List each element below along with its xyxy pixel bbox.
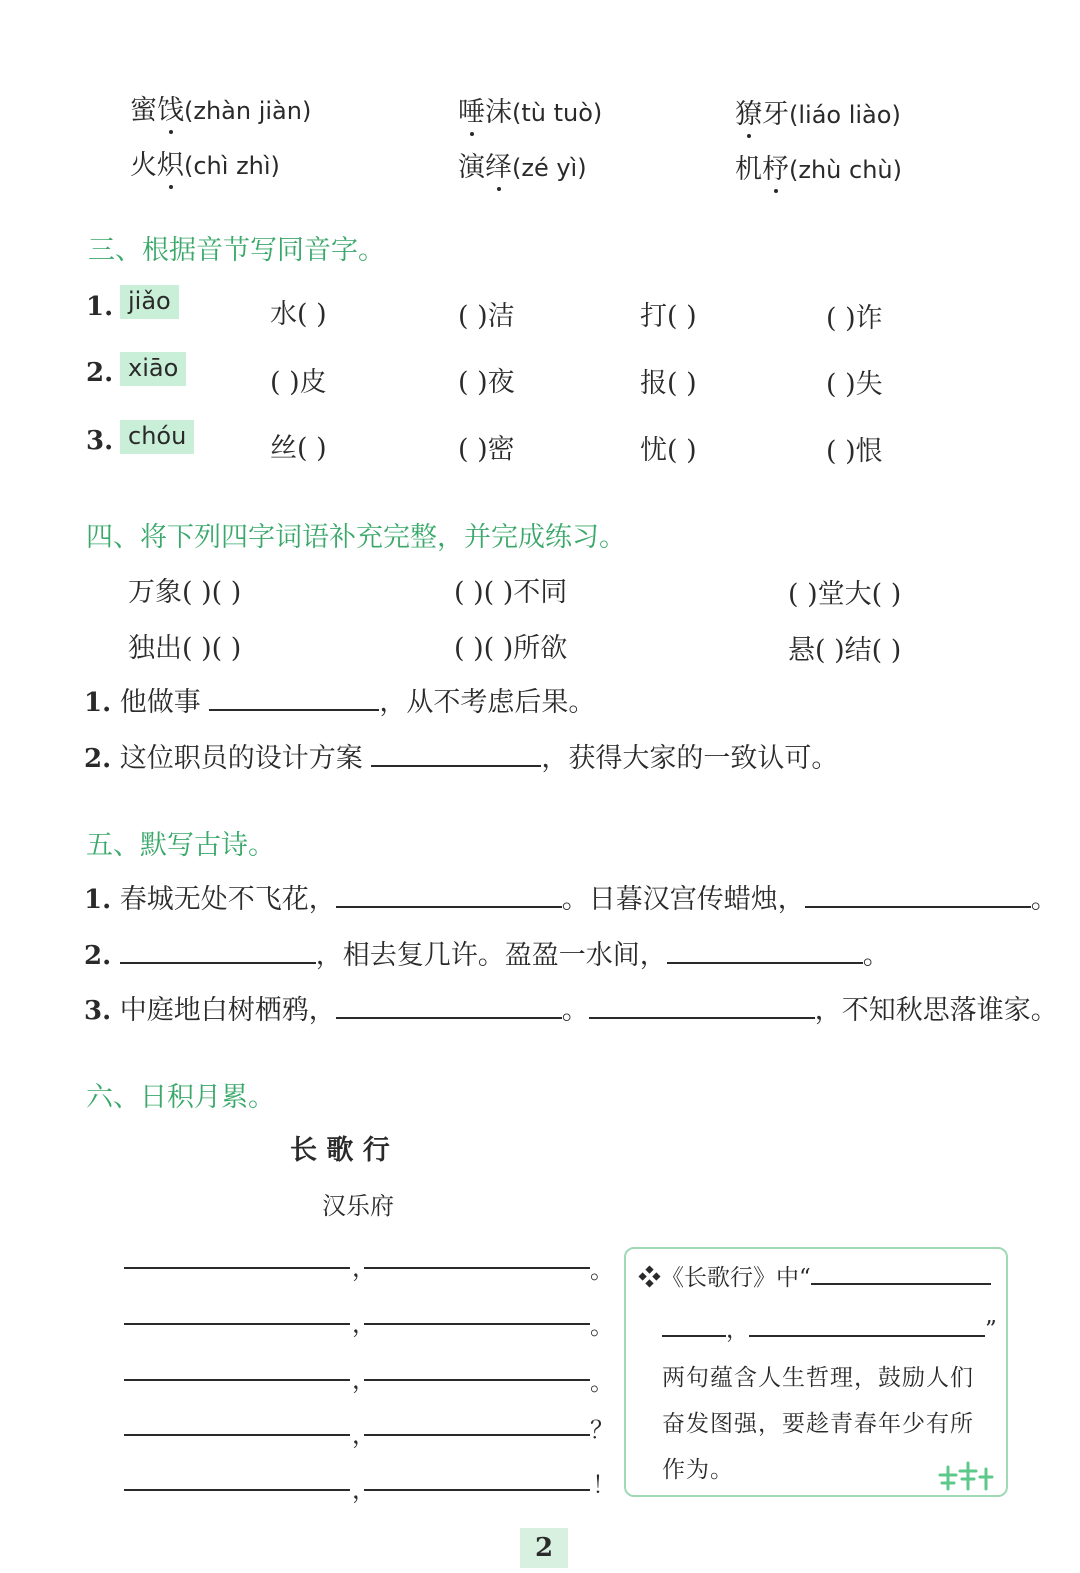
plant-decoration-icon bbox=[934, 1457, 996, 1491]
poem-line-4-right[interactable] bbox=[364, 1434, 590, 1436]
word-6-char-1: 机 bbox=[735, 154, 762, 185]
word-2-char-2: 沫 bbox=[485, 97, 512, 128]
word-3-text bbox=[735, 99, 789, 130]
poem-line-2-left[interactable] bbox=[124, 1323, 350, 1325]
section3-title: 三、根据音节写同音字。 bbox=[88, 235, 385, 266]
word-1-text bbox=[130, 95, 184, 126]
s5-l3-blank-b[interactable] bbox=[589, 995, 815, 1019]
s4-question-1: 1. 他做事 ，从不考虑后果。 bbox=[84, 687, 596, 718]
note-text-1: 两句蕴含人生哲理，鼓励人们 bbox=[662, 1365, 974, 1391]
word-2 bbox=[458, 90, 602, 129]
word-1 bbox=[130, 88, 311, 127]
s3-row2-item4: ( )失 bbox=[826, 369, 883, 400]
word-2-pinyin: (tù tuò) bbox=[512, 99, 603, 127]
word-1-char-1: 蜜 bbox=[130, 95, 157, 126]
poem-line-2-end: 。 bbox=[590, 1312, 614, 1340]
s3-row2-item3: 报( ) bbox=[640, 368, 697, 399]
s4-q2-blank[interactable] bbox=[371, 743, 541, 767]
poem-line-3-comma: ， bbox=[352, 1366, 376, 1394]
poem-line-3-end: 。 bbox=[590, 1368, 614, 1396]
s5-line-2: 2. ，相去复几许。盈盈一水间， 。 bbox=[84, 940, 890, 971]
idiom-4: 独出( )( ) bbox=[128, 633, 242, 664]
word-5 bbox=[458, 145, 587, 184]
note-blank-2[interactable] bbox=[662, 1315, 726, 1337]
word-3-char-2: 牙 bbox=[762, 99, 789, 130]
s3-row3-item2: ( )密 bbox=[458, 434, 515, 465]
s3-row1-item1: 水( ) bbox=[270, 299, 327, 330]
word-5-pinyin: (zé yì) bbox=[512, 154, 587, 182]
s3-row2-num: 2. bbox=[86, 358, 114, 388]
s5-l1-blank-a[interactable] bbox=[336, 884, 562, 908]
word-1-char-2: 饯 bbox=[157, 88, 184, 127]
word-2-char-1: 唾 bbox=[458, 90, 485, 129]
s3-row1-item3: 打( ) bbox=[640, 301, 697, 332]
poem-author: 汉乐府 bbox=[322, 1192, 394, 1220]
section6-title: 六、日积月累。 bbox=[86, 1082, 275, 1113]
s3-row1-item2: ( )洁 bbox=[458, 301, 515, 332]
note-text-2: 奋发图强，要趁青春年少有所 bbox=[662, 1411, 974, 1437]
s3-row2-item1: ( )皮 bbox=[270, 367, 327, 398]
s4-question-2: 2. 这位职员的设计方案 ，获得大家的一致认可。 bbox=[84, 743, 839, 774]
s3-row1-syllable: jiǎo bbox=[120, 287, 179, 315]
idiom-6: 悬( )结( ) bbox=[788, 635, 902, 666]
word-5-char-2: 绎 bbox=[485, 145, 512, 184]
idiom-1: 万象( )( ) bbox=[128, 577, 242, 608]
word-1-pinyin: (zhàn jiàn) bbox=[184, 97, 312, 125]
poem-line-2-right[interactable] bbox=[364, 1323, 590, 1325]
poem-line-1-comma: ， bbox=[352, 1254, 376, 1282]
word-4-char-2: 炽 bbox=[157, 143, 184, 182]
note-blank-3[interactable] bbox=[749, 1315, 985, 1337]
word-6-text bbox=[735, 154, 789, 185]
note-text-3: 作为。 bbox=[662, 1457, 734, 1483]
poem-line-1-right[interactable] bbox=[364, 1267, 590, 1269]
poem-title: 长 歌 行 bbox=[290, 1135, 390, 1166]
s3-row2-item2: ( )夜 bbox=[458, 367, 515, 398]
idiom-2: ( )( )不同 bbox=[454, 577, 568, 608]
note-line-2: ， ” bbox=[662, 1311, 997, 1344]
idiom-5: ( )( )所欲 bbox=[454, 633, 568, 664]
s5-l2-blank-b[interactable] bbox=[667, 940, 863, 964]
poem-line-4-left[interactable] bbox=[124, 1434, 350, 1436]
page-number: 2 bbox=[520, 1528, 568, 1568]
word-3 bbox=[735, 92, 901, 131]
note-lead: ❖《长歌行》中“ bbox=[638, 1259, 991, 1292]
word-3-char-1: 獠 bbox=[735, 92, 762, 131]
s5-line-3: 3. 中庭地白树栖鸦， 。 ，不知秋思落谁家。 bbox=[84, 995, 1058, 1026]
section4-title: 四、将下列四字词语补充完整，并完成练习。 bbox=[86, 522, 626, 553]
word-4-char-1: 火 bbox=[130, 150, 157, 181]
poem-line-3-right[interactable] bbox=[364, 1379, 590, 1381]
word-6 bbox=[735, 147, 902, 186]
s5-l1-blank-b[interactable] bbox=[805, 884, 1031, 908]
s3-row3-item1: 丝( ) bbox=[270, 433, 327, 464]
poem-line-3-left[interactable] bbox=[124, 1379, 350, 1381]
s4-q1-blank[interactable] bbox=[209, 687, 379, 711]
s3-row3-item4: ( )恨 bbox=[826, 436, 883, 467]
s5-l2-blank-a[interactable] bbox=[120, 940, 316, 964]
word-4 bbox=[130, 143, 280, 182]
s3-row1-num: 1. bbox=[86, 292, 114, 322]
section5-title: 五、默写古诗。 bbox=[86, 830, 275, 861]
note-blank-1[interactable] bbox=[811, 1263, 991, 1285]
s3-row3-num: 3. bbox=[86, 426, 114, 456]
word-4-text bbox=[130, 150, 184, 181]
poem-line-5-left[interactable] bbox=[124, 1489, 350, 1491]
poem-line-1-left[interactable] bbox=[124, 1267, 350, 1269]
poem-line-1-end: 。 bbox=[590, 1256, 614, 1284]
poem-line-4-comma: ， bbox=[352, 1421, 376, 1449]
s5-line-1: 1. 春城无处不飞花， 。日暮汉宫传蜡烛， 。 bbox=[84, 884, 1058, 915]
word-6-pinyin: (zhù chù) bbox=[789, 156, 902, 184]
note-box bbox=[624, 1247, 1008, 1497]
idiom-3: ( )堂大( ) bbox=[788, 579, 902, 610]
poem-line-5-right[interactable] bbox=[364, 1489, 590, 1491]
poem-line-2-comma: ， bbox=[352, 1310, 376, 1338]
poem-line-5-comma: ， bbox=[352, 1476, 376, 1504]
s3-row3-syllable: chóu bbox=[120, 422, 194, 450]
word-6-char-2: 杼 bbox=[762, 147, 789, 186]
word-3-pinyin: (liáo liào) bbox=[789, 101, 901, 129]
poem-line-4-end: ？ bbox=[590, 1416, 614, 1444]
poem-line-5-end: ！ bbox=[592, 1471, 616, 1499]
s3-row3-item3: 忧( ) bbox=[640, 435, 697, 466]
s5-l3-blank-a[interactable] bbox=[336, 995, 562, 1019]
word-2-text bbox=[458, 97, 512, 128]
word-4-pinyin: (chì zhì) bbox=[184, 152, 280, 180]
s3-row1-item4: ( )诈 bbox=[826, 303, 883, 334]
word-5-char-1: 演 bbox=[458, 152, 485, 183]
word-5-text bbox=[458, 152, 512, 183]
s3-row2-syllable: xiāo bbox=[120, 354, 186, 382]
